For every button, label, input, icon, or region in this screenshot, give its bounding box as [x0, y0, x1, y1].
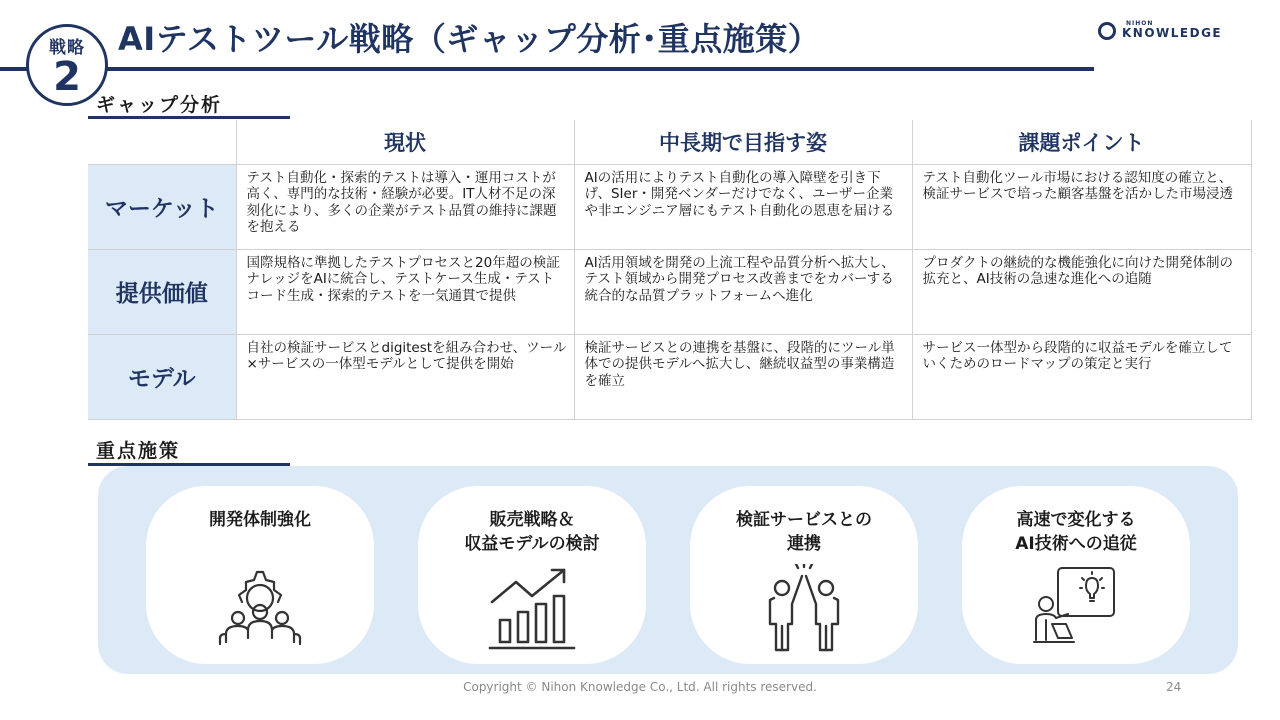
measure-title: 検証サービスとの 連携	[736, 510, 872, 554]
measure-title: 高速で変化する AI技術への追従	[1015, 510, 1137, 554]
footer-copyright: Copyright © Nihon Knowledge Co., Ltd. All rights reserved.	[463, 680, 817, 694]
measure-card-service-collaboration	[690, 486, 918, 664]
gap-analysis-heading: ギャップ分析	[96, 94, 223, 116]
priority-measures-heading: 重点施策	[96, 440, 181, 462]
company-logo	[1098, 20, 1256, 44]
logo-text: KNOWLEDGE	[1122, 26, 1223, 40]
idea-presentation-icon	[1026, 564, 1126, 654]
column-header-current: 現状	[236, 120, 574, 164]
gap-analysis-underline	[88, 116, 290, 119]
team-gear-icon	[210, 564, 310, 654]
table-row	[88, 249, 1251, 334]
badge-number: 2	[53, 54, 81, 100]
table-row	[88, 334, 1251, 419]
growth-chart-icon	[482, 564, 582, 654]
table-cell: 自社の検証サービスとdigitestを組み合わせ、ツール×サービスの一体型モデルとして提供を開始	[236, 334, 574, 419]
table-cell: テスト自動化・探索的テストは導入・運用コストが高く、専門的な技術・経験が必要。IT人材不足の深刻化により、多くの企業がテスト品質の維持に課題を抱える	[236, 164, 574, 249]
measure-card-sales-strategy	[418, 486, 646, 664]
column-header-target: 中長期で目指す姿	[574, 120, 912, 164]
table-cell: 国際規格に準拠したテストプロセスと20年超の検証ナレッジをAIに統合し、テストケース生成・テストコード生成・探索的テストを一気通貫で提供	[236, 249, 574, 334]
page-title: AIテストツール戦略（ギャップ分析･重点施策）	[118, 20, 821, 58]
measure-card-ai-technology	[962, 486, 1190, 664]
row-header-market: マーケット	[88, 164, 236, 249]
table-cell: AI活用領域を開発の上流工程や品質分析へ拡大し、テスト領域から開発プロセス改善までをカバーする統合的な品質プラットフォームへ進化	[574, 249, 912, 334]
table-cell: AIの活用によりテスト自動化の導入障壁を引き下げ、SIer・開発ベンダーだけでなく、ユーザー企業や非エンジニア層にもテスト自動化の恩恵を届ける	[574, 164, 912, 249]
table-cell: プロダクトの継続的な機能強化に向けた開発体制の拡充と、AI技術の急速な進化への追随	[912, 249, 1251, 334]
table-row	[88, 164, 1251, 249]
high-five-icon	[754, 564, 854, 654]
column-header-issues: 課題ポイント	[912, 120, 1251, 164]
logo-small-text: NIHON	[1126, 20, 1154, 27]
table-cell: テスト自動化ツール市場における認知度の確立と、検証サービスで培った顧客基盤を活かした市場浸透	[912, 164, 1251, 249]
logo-mark-icon	[1098, 22, 1116, 40]
table-header-row	[88, 120, 1251, 164]
table-cell: 検証サービスとの連携を基盤に、段階的にツール単体での提供モデルへ拡大し、継続収益型の事業構造を確立	[574, 334, 912, 419]
measure-title: 開発体制強化	[209, 510, 311, 530]
badge-label: 戦略	[49, 38, 85, 58]
measure-title: 販売戦略＆ 収益モデルの検討	[464, 510, 600, 554]
row-header-model: モデル	[88, 334, 236, 419]
gap-analysis-table	[88, 120, 1252, 420]
page-number: 24	[1166, 680, 1182, 694]
row-header-value: 提供価値	[88, 249, 236, 334]
strategy-badge	[26, 24, 108, 106]
table-corner-cell	[88, 120, 236, 164]
measure-card-development	[146, 486, 374, 664]
header-rule	[0, 67, 1094, 71]
table-cell: サービス一体型から段階的に収益モデルを確立していくためのロードマップの策定と実行	[912, 334, 1251, 419]
